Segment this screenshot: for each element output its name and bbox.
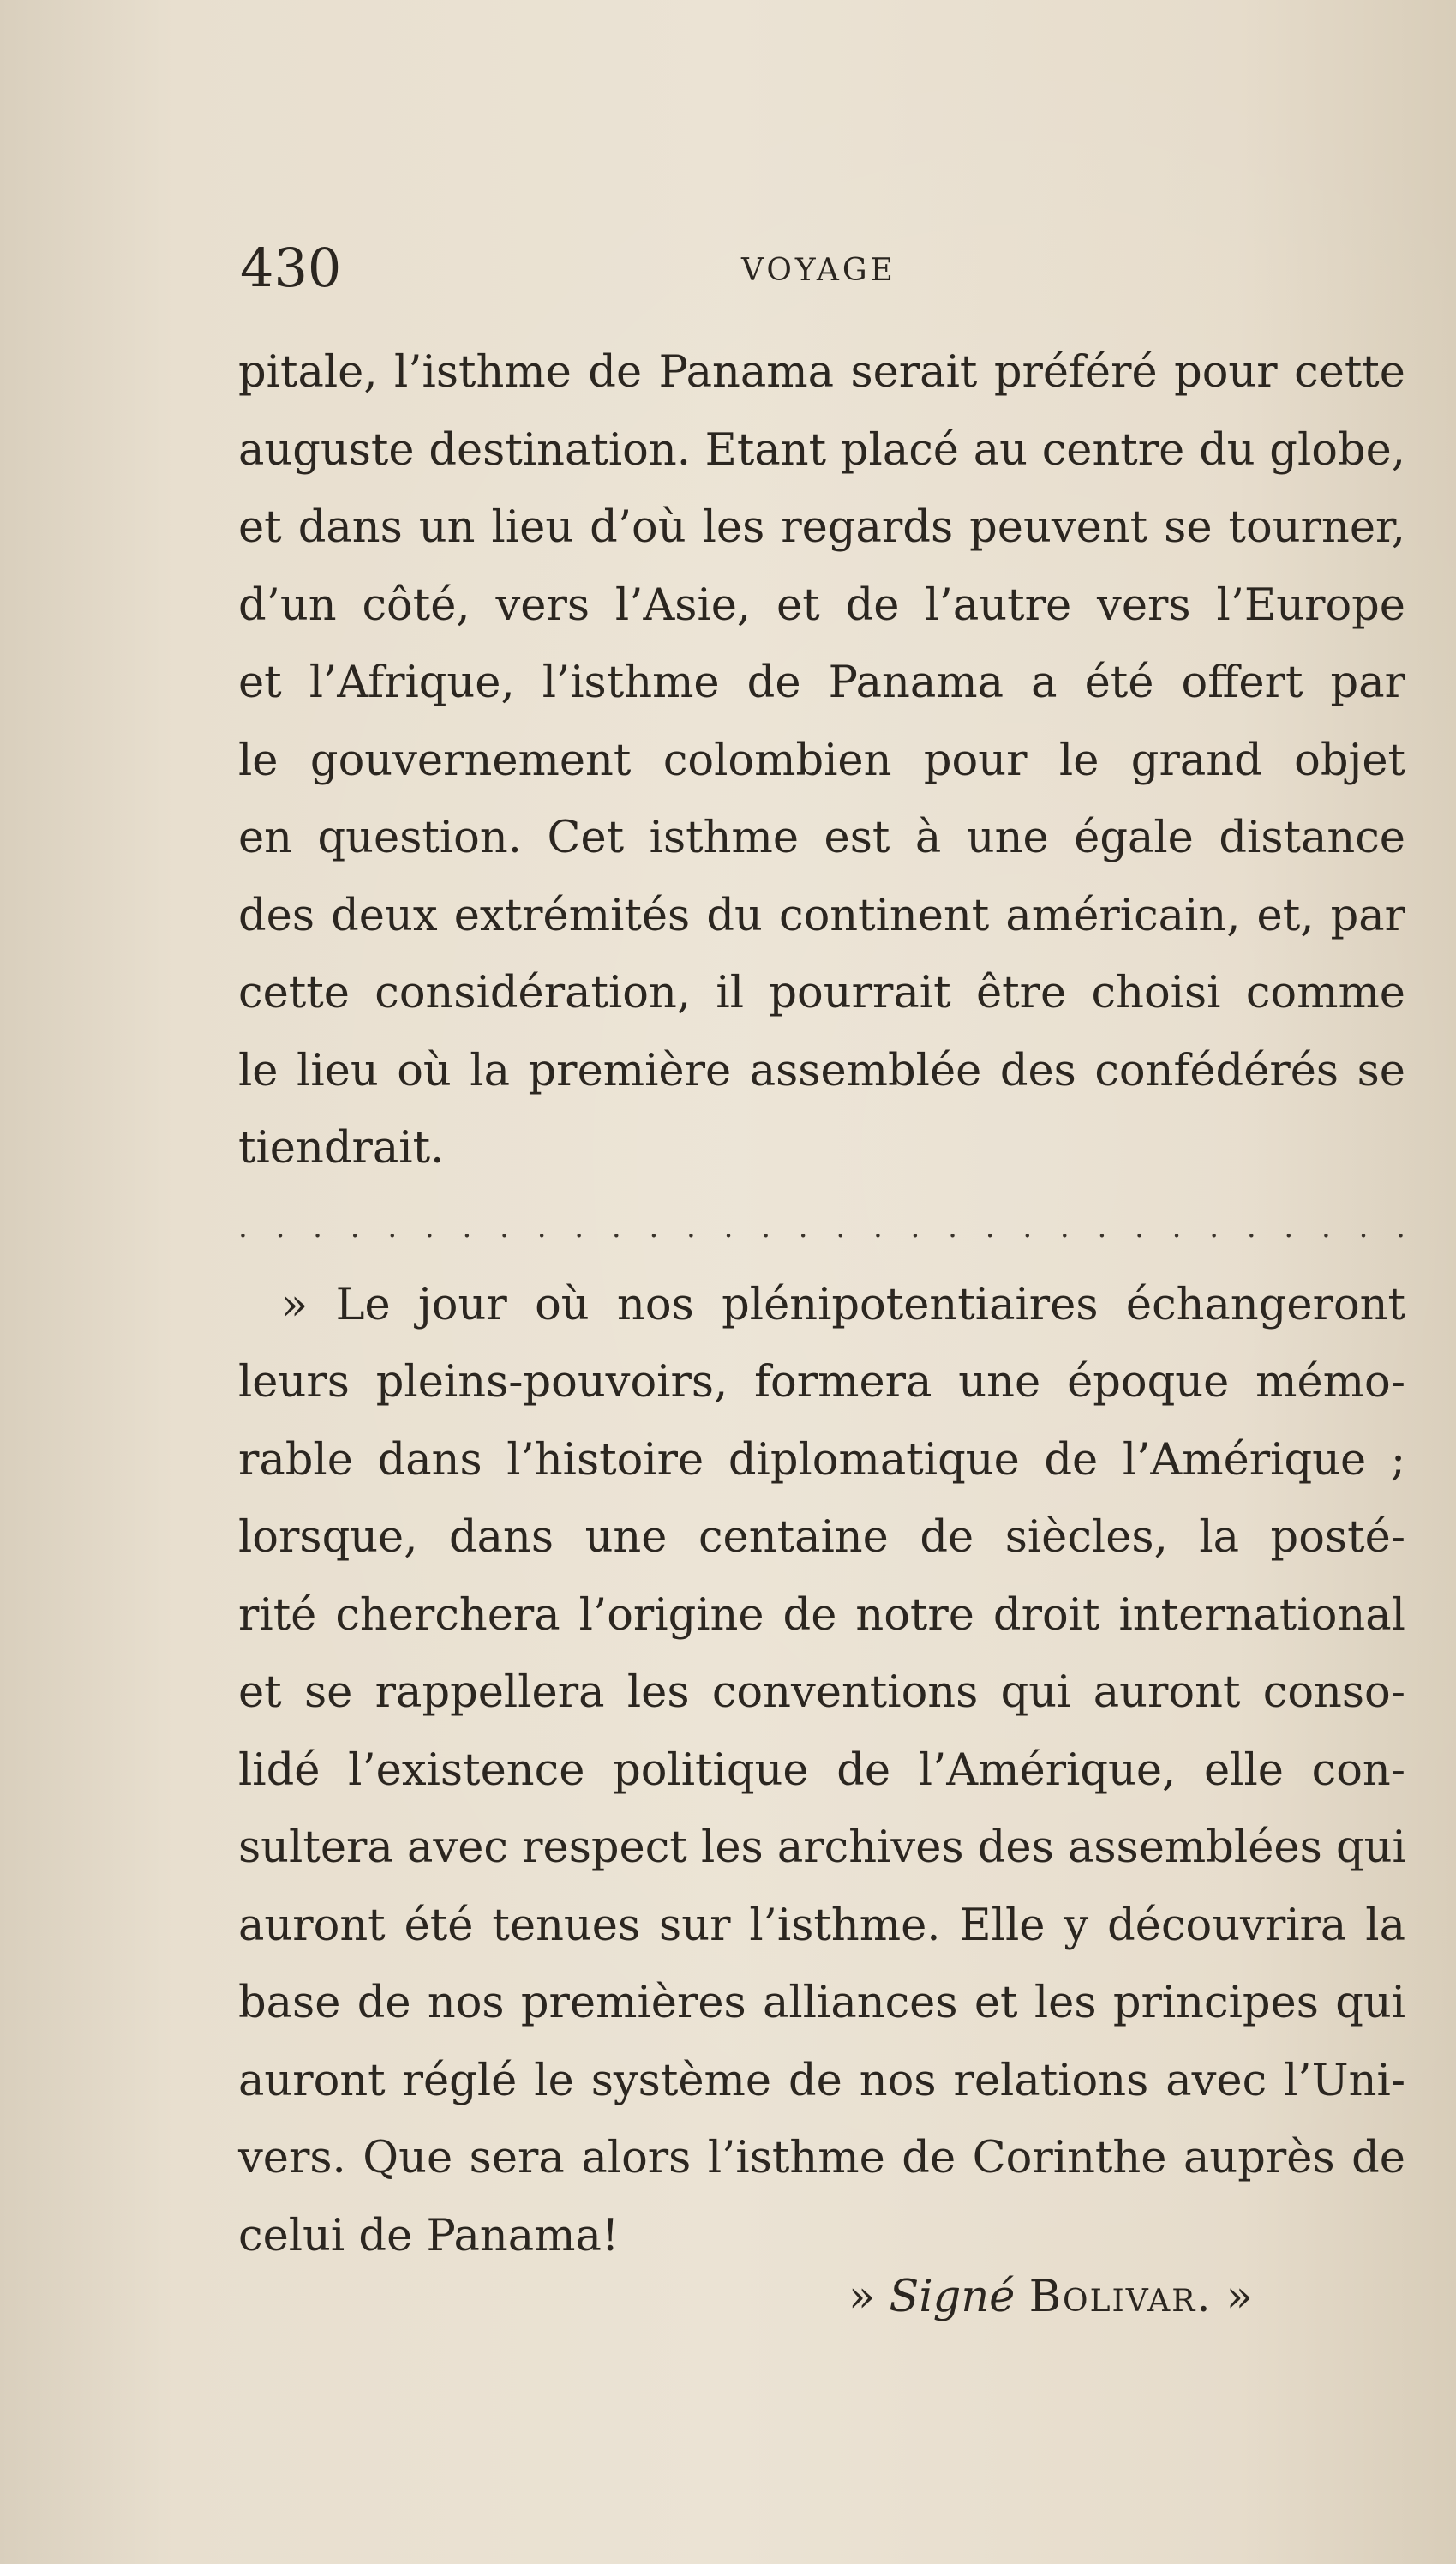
open-quote: » (848, 2272, 876, 2322)
text-line: rité cherchera l’origine de notre droit international (238, 1589, 1405, 1641)
text-line: le gouvernement colombien pour le grand objet (238, 735, 1405, 786)
signe-label: Signé (889, 2272, 1016, 2322)
text-line: celui de Panama! (238, 2210, 620, 2261)
text-line: base de nos premières alliances et les principes qui (238, 1978, 1405, 2028)
text-line: auront réglé le système de nos relations avec l’Uni- (238, 2055, 1405, 2106)
text-line: et dans un lieu d’où les regards peuvent se tourner, (238, 502, 1405, 553)
text-line: rable dans l’histoire diplomatique de l’Amérique ; (238, 1434, 1405, 1486)
text-line: des deux extrémités du continent américain, et, par (238, 890, 1405, 941)
signature (848, 2267, 1253, 2327)
close-quote: » (1225, 2272, 1253, 2322)
text-line: d’un côté, vers l’Asie, et de l’autre vers l’Europe (238, 579, 1405, 631)
signatory-name: Bolivar. (1028, 2272, 1213, 2322)
text-line: en question. Cet isthme est à une égale distance (238, 813, 1405, 863)
paragraph-1 (238, 334, 1405, 1188)
paragraph-2 (238, 1267, 1405, 2276)
text-line: leurs pleins-pouvoirs, formera une époque mémo- (238, 1357, 1405, 1408)
text-line: vers. Que sera alors l’isthme de Corinthe auprès de (238, 2133, 1405, 2183)
text-line: pitale, l’isthme de Panama serait préféré pour cette (238, 347, 1405, 398)
text-line: le lieu où la première assemblée des confédérés se (238, 1045, 1405, 1096)
body-text (238, 334, 1405, 2275)
running-head: VOYAGE (741, 253, 896, 288)
text-line: lidé l’existence politique de l’Amérique, elle con- (238, 1744, 1405, 1796)
text-line: sultera avec respect les archives des assemblées qui (238, 1822, 1406, 1873)
text-line: cette considération, il pourrait être choisi comme (238, 968, 1405, 1018)
text-line: » Le jour où nos plénipotentiaires échangeront (281, 1279, 1405, 1330)
text-line: lorsque, dans une centaine de siècles, la posté- (238, 1512, 1405, 1563)
text-line: tiendrait. (238, 1123, 445, 1174)
text-line: et l’Afrique, l’isthme de Panama a été offert par (238, 658, 1405, 708)
text-line: et se rappellera les conventions qui auront conso- (238, 1667, 1405, 1718)
page-number: 430 (240, 237, 342, 299)
text-line: auront été tenues sur l’isthme. Elle y découvrira la (238, 1900, 1405, 1951)
text-line: auguste destination. Etant placé au centre du globe, (238, 424, 1405, 476)
ellipsis-separator: . . . . . . . . . . . . . . . . . . . . . . . . . . . . . . . . (238, 1210, 1405, 1245)
page-header (240, 238, 1405, 298)
